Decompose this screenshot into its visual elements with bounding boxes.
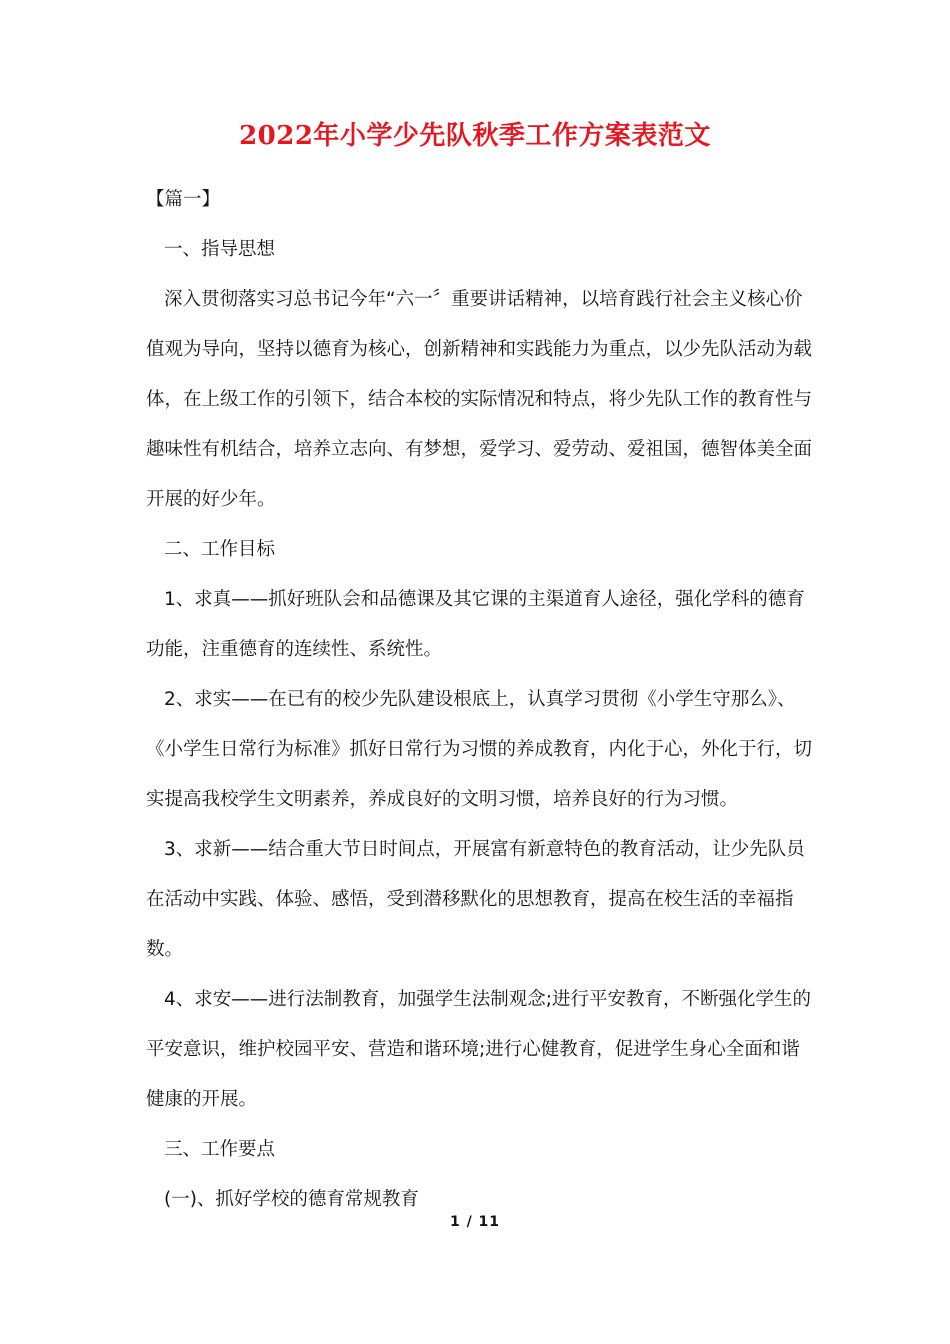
goal-item-2: 2、求实——在已有的校少先队建设根底上，认真学习贯彻《小学生守那么》、《小学生日常行为标准》抓好日常行为习惯的养成教育，内化于心，外化于行，切实提高我校学生文明素养，养成良好的文明习惯，培养良好的行为习惯。 xyxy=(146,689,813,810)
goal-item-3: 3、求新——结合重大节日时间点，开展富有新意特色的教育活动，让少先队员在活动中实践、体验、感悟，受到潜移默化的思想教育，提高在校生活的幸福指数。 xyxy=(146,839,805,960)
goal-item-4: 4、求安——进行法制教育，加强学生法制观念;进行平安教育，不断强化学生的平安意识，维护校园平安、营造和谐环境;进行心健教育，促进学生身心全面和谐健康的开展。 xyxy=(146,989,812,1110)
page-number: 1 / 11 xyxy=(449,1214,501,1230)
document-body xyxy=(146,175,818,1225)
paragraph-guiding-ideology: 深入贯彻落实习总书记今年“六一〞重要讲话精神，以培育践行社会主义核心价值观为导向，坚持以德育为核心，创新精神和实践能力为重点，以少先队活动为载体，在上级工作的引领下，结合本校的实际情况和特点，将少先队工作的教育性与趣味性有机结合，培养立志向、有梦想，爱学习、爱劳动、爱祖国，德智体美全面开展的好少年。 xyxy=(146,289,813,510)
goal-item-1: 1、求真——抓好班队会和品德课及其它课的主渠道育人途径，强化学科的德育功能，注重德育的连续性、系统性。 xyxy=(146,589,805,660)
document-title: 2022年小学少先队秋季工作方案表范文 xyxy=(239,121,711,151)
section-heading-work-points: 三、工作要点 xyxy=(164,1139,276,1160)
section-heading-guiding-ideology: 一、指导思想 xyxy=(164,239,276,260)
part-label: 【篇一】 xyxy=(146,189,221,210)
section-heading-work-goals: 二、工作目标 xyxy=(164,539,276,560)
subheading-moral-education: (一)、抓好学校的德育常规教育 xyxy=(164,1189,419,1210)
